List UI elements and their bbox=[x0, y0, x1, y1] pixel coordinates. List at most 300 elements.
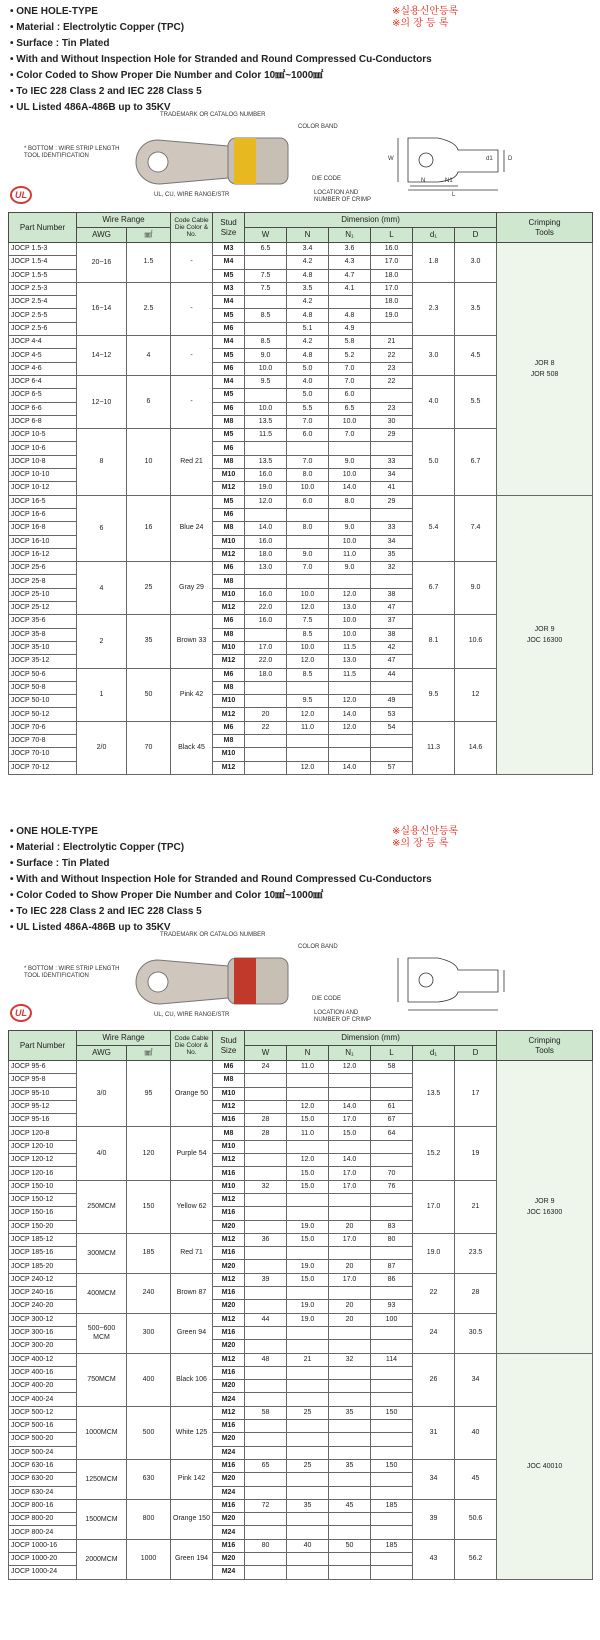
cell-stud: M20 bbox=[213, 1552, 245, 1565]
cell-n: 15.0 bbox=[287, 1114, 329, 1127]
cell-n1: 20 bbox=[329, 1313, 371, 1326]
cell-stud: M8 bbox=[213, 1127, 245, 1140]
cell-stud: M6 bbox=[213, 562, 245, 575]
cell-part-number: JOCP 300-16 bbox=[9, 1326, 77, 1339]
cell-part-number: JOCP 95-6 bbox=[9, 1061, 77, 1074]
cell-w bbox=[245, 442, 287, 455]
cell-stud: M4 bbox=[213, 256, 245, 269]
cell-d1: 19.0 bbox=[413, 1233, 455, 1273]
cell-l: 29 bbox=[371, 429, 413, 442]
cell-w bbox=[245, 761, 287, 774]
cell-part-number: JOCP 240-12 bbox=[9, 1273, 77, 1286]
cell-n1: 17.0 bbox=[329, 1273, 371, 1286]
cell-n bbox=[287, 1366, 329, 1379]
cell-stud: M16 bbox=[213, 1167, 245, 1180]
cell-d: 14.6 bbox=[455, 721, 497, 774]
cell-code: White 125 bbox=[171, 1406, 213, 1459]
cell-part-number: JOCP 50-12 bbox=[9, 708, 77, 721]
cell-n1: 17.0 bbox=[329, 1167, 371, 1180]
cell-l: 21 bbox=[371, 336, 413, 349]
cell-w: 16.0 bbox=[245, 615, 287, 628]
cell-code: Pink 142 bbox=[171, 1459, 213, 1499]
cell-w bbox=[245, 695, 287, 708]
cell-code: Orange 150 bbox=[171, 1499, 213, 1539]
color-band bbox=[234, 958, 256, 1004]
cell-stud: M10 bbox=[213, 588, 245, 601]
cell-w: 16.0 bbox=[245, 588, 287, 601]
cell-w bbox=[245, 1300, 287, 1313]
ul-logo-2: UL bbox=[10, 1004, 32, 1022]
cell-d1: 5.4 bbox=[413, 495, 455, 561]
cell-stud: M5 bbox=[213, 269, 245, 282]
cell-n bbox=[287, 1393, 329, 1406]
col-awg: AWG bbox=[77, 1046, 127, 1061]
cell-part-number: JOCP 16-8 bbox=[9, 522, 77, 535]
cell-n1 bbox=[329, 442, 371, 455]
col-dimension: Dimension (mm) bbox=[245, 1031, 497, 1046]
cell-d: 5.5 bbox=[455, 375, 497, 428]
cell-awg: 500~600 MCM bbox=[77, 1313, 127, 1353]
cell-stud: M24 bbox=[213, 1393, 245, 1406]
cell-awg: 20~16 bbox=[77, 243, 127, 283]
cell-n1: 12.0 bbox=[329, 588, 371, 601]
cell-n bbox=[287, 442, 329, 455]
cell-part-number: JOCP 16-10 bbox=[9, 535, 77, 548]
cell-part-number: JOCP 500-12 bbox=[9, 1406, 77, 1419]
cell-n: 10.0 bbox=[287, 482, 329, 495]
cell-part-number: JOCP 630-24 bbox=[9, 1486, 77, 1499]
cell-n: 19.0 bbox=[287, 1260, 329, 1273]
cell-crimping-tools: JOR 9 JOC 16300 bbox=[497, 495, 593, 774]
cell-n1: 9.0 bbox=[329, 455, 371, 468]
cell-part-number: JOCP 2.5-6 bbox=[9, 322, 77, 335]
cell-n: 6.0 bbox=[287, 429, 329, 442]
cell-w bbox=[245, 1446, 287, 1459]
cell-part-number: JOCP 1.5-3 bbox=[9, 243, 77, 256]
cell-d: 10.6 bbox=[455, 615, 497, 668]
cell-part-number: JOCP 120-12 bbox=[9, 1154, 77, 1167]
cell-n1: 12.0 bbox=[329, 721, 371, 734]
cell-stud: M10 bbox=[213, 641, 245, 654]
cell-n1 bbox=[329, 1420, 371, 1433]
cell-l bbox=[371, 1393, 413, 1406]
cell-w: 28 bbox=[245, 1127, 287, 1140]
cell-part-number: JOCP 16-12 bbox=[9, 548, 77, 561]
cell-part-number: JOCP 185-16 bbox=[9, 1247, 77, 1260]
cell-n: 5.1 bbox=[287, 322, 329, 335]
ul-logo: UL bbox=[10, 186, 32, 204]
cell-n: 10.0 bbox=[287, 641, 329, 654]
cell-stud: M12 bbox=[213, 1273, 245, 1286]
cell-code: - bbox=[171, 375, 213, 428]
cell-n1: 20 bbox=[329, 1220, 371, 1233]
cell-l bbox=[371, 1380, 413, 1393]
cell-part-number: JOCP 25-12 bbox=[9, 602, 77, 615]
dim-w: W bbox=[388, 156, 394, 162]
cell-w: 24 bbox=[245, 1061, 287, 1074]
cell-part-number: JOCP 185-12 bbox=[9, 1233, 77, 1246]
cell-stud: M16 bbox=[213, 1207, 245, 1220]
cell-stud: M20 bbox=[213, 1220, 245, 1233]
cell-stud: M6 bbox=[213, 1061, 245, 1074]
cell-n: 25 bbox=[287, 1459, 329, 1472]
col-l: L bbox=[371, 228, 413, 243]
cell-n1: 17.0 bbox=[329, 1114, 371, 1127]
cell-part-number: JOCP 10-10 bbox=[9, 469, 77, 482]
cell-awg: 1250MCM bbox=[77, 1459, 127, 1499]
cell-d: 34 bbox=[455, 1353, 497, 1406]
cell-l: 185 bbox=[371, 1539, 413, 1552]
cell-code: Red 21 bbox=[171, 429, 213, 495]
spec-table-1-body bbox=[9, 243, 593, 775]
cell-n: 10.0 bbox=[287, 588, 329, 601]
cell-crimping-tools: JOC 40010 bbox=[497, 1353, 593, 1579]
cell-n bbox=[287, 1420, 329, 1433]
cell-l: 185 bbox=[371, 1499, 413, 1512]
label-trademark: TRADEMARK OR CATALOG NUMBER bbox=[160, 112, 266, 118]
cell-stud: M4 bbox=[213, 336, 245, 349]
cell-part-number: JOCP 800-24 bbox=[9, 1526, 77, 1539]
cell-w: 18.0 bbox=[245, 548, 287, 561]
col-code: Code Cable Die Color & No. bbox=[171, 213, 213, 243]
cell-n bbox=[287, 575, 329, 588]
cell-code: - bbox=[171, 336, 213, 376]
cell-n: 7.0 bbox=[287, 415, 329, 428]
cell-n bbox=[287, 1193, 329, 1206]
cell-crimping-tools: JOR 8 JOR 508 bbox=[497, 243, 593, 496]
cell-part-number: JOCP 4-4 bbox=[9, 336, 77, 349]
cell-w: 36 bbox=[245, 1233, 287, 1246]
cell-n1: 14.0 bbox=[329, 708, 371, 721]
cell-d: 4.5 bbox=[455, 336, 497, 376]
cell-n bbox=[287, 681, 329, 694]
cell-stud: M16 bbox=[213, 1287, 245, 1300]
cell-mm2: 6 bbox=[127, 375, 171, 428]
cell-n1: 8.0 bbox=[329, 495, 371, 508]
label-ul-cu: UL, CU, WIRE RANGE/STR bbox=[154, 192, 230, 198]
cell-w: 39 bbox=[245, 1273, 287, 1286]
cell-n1: 12.0 bbox=[329, 695, 371, 708]
cell-l bbox=[371, 1473, 413, 1486]
cell-l bbox=[371, 389, 413, 402]
cell-n1 bbox=[329, 575, 371, 588]
cell-part-number: JOCP 10-12 bbox=[9, 482, 77, 495]
lug-photo bbox=[136, 138, 288, 184]
cell-w: 48 bbox=[245, 1353, 287, 1366]
cell-w bbox=[245, 681, 287, 694]
cell-part-number: JOCP 150-16 bbox=[9, 1207, 77, 1220]
cell-stud: M20 bbox=[213, 1340, 245, 1353]
cell-part-number: JOCP 50-10 bbox=[9, 695, 77, 708]
cell-n1: 14.0 bbox=[329, 482, 371, 495]
table-row bbox=[9, 495, 593, 508]
cell-d: 30.5 bbox=[455, 1313, 497, 1353]
cell-part-number: JOCP 35-10 bbox=[9, 641, 77, 654]
cell-n1: 4.8 bbox=[329, 309, 371, 322]
cell-w: 65 bbox=[245, 1459, 287, 1472]
cell-stud: M20 bbox=[213, 1473, 245, 1486]
lug-photo bbox=[136, 958, 288, 1004]
cell-part-number: JOCP 150-12 bbox=[9, 1193, 77, 1206]
cell-n1 bbox=[329, 1433, 371, 1446]
bullet-material: • Material : Electrolytic Copper (TPC) bbox=[10, 840, 432, 856]
cell-n: 8.5 bbox=[287, 628, 329, 641]
cell-l: 17.0 bbox=[371, 256, 413, 269]
cell-w bbox=[245, 1340, 287, 1353]
cell-d1: 9.5 bbox=[413, 668, 455, 721]
cell-n: 4.8 bbox=[287, 309, 329, 322]
col-awg: AWG bbox=[77, 228, 127, 243]
cell-l: 22 bbox=[371, 375, 413, 388]
cell-part-number: JOCP 1000-16 bbox=[9, 1539, 77, 1552]
cell-d: 9.0 bbox=[455, 562, 497, 615]
cell-part-number: JOCP 70-6 bbox=[9, 721, 77, 734]
cell-stud: M20 bbox=[213, 1260, 245, 1273]
cell-stud: M12 bbox=[213, 1406, 245, 1419]
cell-mm2: 1.5 bbox=[127, 243, 171, 283]
cell-stud: M24 bbox=[213, 1486, 245, 1499]
cell-mm2: 500 bbox=[127, 1406, 171, 1459]
cell-n: 8.5 bbox=[287, 668, 329, 681]
cell-l bbox=[371, 508, 413, 521]
cell-stud: M16 bbox=[213, 1326, 245, 1339]
label-color-band: COLOR BAND bbox=[298, 124, 338, 130]
cell-n1: 15.0 bbox=[329, 1127, 371, 1140]
cell-n1: 17.0 bbox=[329, 1233, 371, 1246]
cell-d: 50.6 bbox=[455, 1499, 497, 1539]
cell-part-number: JOCP 240-16 bbox=[9, 1287, 77, 1300]
cell-awg: 750MCM bbox=[77, 1353, 127, 1406]
cell-w: 8.5 bbox=[245, 336, 287, 349]
lug-illustration-2 bbox=[8, 930, 592, 1042]
cell-l bbox=[371, 1193, 413, 1206]
cell-d1: 2.3 bbox=[413, 282, 455, 335]
col-d: D bbox=[455, 228, 497, 243]
cell-w: 16.0 bbox=[245, 469, 287, 482]
col-mm2: ㎟ bbox=[127, 228, 171, 243]
dim-d: D bbox=[508, 156, 513, 162]
cell-code: Orange 50 bbox=[171, 1061, 213, 1127]
cell-n bbox=[287, 1340, 329, 1353]
cell-l: 34 bbox=[371, 535, 413, 548]
col-dimension: Dimension (mm) bbox=[245, 213, 497, 228]
cell-part-number: JOCP 2.5-5 bbox=[9, 309, 77, 322]
cell-stud: M12 bbox=[213, 1100, 245, 1113]
cell-code: Brown 87 bbox=[171, 1273, 213, 1313]
cell-mm2: 50 bbox=[127, 668, 171, 721]
cell-n1: 9.0 bbox=[329, 562, 371, 575]
cell-n1 bbox=[329, 1340, 371, 1353]
cell-n bbox=[287, 1326, 329, 1339]
cell-n1: 10.0 bbox=[329, 628, 371, 641]
cell-l: 64 bbox=[371, 1127, 413, 1140]
cell-stud: M5 bbox=[213, 429, 245, 442]
cell-n1: 7.0 bbox=[329, 375, 371, 388]
cell-w bbox=[245, 734, 287, 747]
col-wire-range: Wire Range bbox=[77, 1031, 171, 1046]
cell-stud: M6 bbox=[213, 668, 245, 681]
korean-design: ※의 장 등 록 bbox=[392, 838, 449, 849]
cell-n1 bbox=[329, 1326, 371, 1339]
cell-awg: 8 bbox=[77, 429, 127, 495]
cell-part-number: JOCP 400-20 bbox=[9, 1380, 77, 1393]
cell-part-number: JOCP 10-5 bbox=[9, 429, 77, 442]
bullet-material: • Material : Electrolytic Copper (TPC) bbox=[10, 20, 432, 36]
cell-n1 bbox=[329, 1380, 371, 1393]
cell-n1 bbox=[329, 1446, 371, 1459]
cell-l bbox=[371, 1486, 413, 1499]
cell-code: Gray 29 bbox=[171, 562, 213, 615]
cell-w: 22.0 bbox=[245, 602, 287, 615]
cell-l bbox=[371, 1433, 413, 1446]
cell-w bbox=[245, 1087, 287, 1100]
cell-l: 150 bbox=[371, 1406, 413, 1419]
cell-n: 4.0 bbox=[287, 375, 329, 388]
korean-design: ※의 장 등 록 bbox=[392, 18, 449, 29]
cell-part-number: JOCP 120-10 bbox=[9, 1140, 77, 1153]
cell-l bbox=[371, 1513, 413, 1526]
cell-w: 22.0 bbox=[245, 655, 287, 668]
cell-stud: M6 bbox=[213, 721, 245, 734]
col-stud: Stud Size bbox=[213, 213, 245, 243]
cell-stud: M16 bbox=[213, 1114, 245, 1127]
cell-l bbox=[371, 1366, 413, 1379]
cell-w: 17.0 bbox=[245, 641, 287, 654]
cell-l: 76 bbox=[371, 1180, 413, 1193]
cell-l: 67 bbox=[371, 1114, 413, 1127]
cell-stud: M24 bbox=[213, 1446, 245, 1459]
cell-l: 47 bbox=[371, 602, 413, 615]
bullet-inspection: • With and Without Inspection Hole for Stranded and Round Compressed Cu-Conductors bbox=[10, 872, 432, 888]
cell-mm2: 185 bbox=[127, 1233, 171, 1273]
cell-code: Purple 54 bbox=[171, 1127, 213, 1180]
cell-n1 bbox=[329, 681, 371, 694]
cell-n1 bbox=[329, 1287, 371, 1300]
cell-w: 9.0 bbox=[245, 349, 287, 362]
cell-stud: M5 bbox=[213, 349, 245, 362]
cell-stud: M12 bbox=[213, 655, 245, 668]
cell-n bbox=[287, 1446, 329, 1459]
lug-illustration bbox=[8, 110, 592, 222]
cell-stud: M5 bbox=[213, 309, 245, 322]
cell-awg: 1 bbox=[77, 668, 127, 721]
cell-part-number: JOCP 4-6 bbox=[9, 362, 77, 375]
cell-part-number: JOCP 35-6 bbox=[9, 615, 77, 628]
cell-n1: 10.0 bbox=[329, 469, 371, 482]
cell-n: 12.0 bbox=[287, 1154, 329, 1167]
cell-l bbox=[371, 1552, 413, 1565]
cell-d: 3.5 bbox=[455, 282, 497, 335]
cell-part-number: JOCP 50-8 bbox=[9, 681, 77, 694]
cell-l: 100 bbox=[371, 1313, 413, 1326]
cell-n bbox=[287, 508, 329, 521]
cell-part-number: JOCP 35-8 bbox=[9, 628, 77, 641]
cell-n: 19.0 bbox=[287, 1300, 329, 1313]
cell-w bbox=[245, 1154, 287, 1167]
cell-n bbox=[287, 1087, 329, 1100]
cell-w: 13.5 bbox=[245, 455, 287, 468]
cell-n bbox=[287, 734, 329, 747]
cell-stud: M16 bbox=[213, 1499, 245, 1512]
cell-n: 11.0 bbox=[287, 721, 329, 734]
cell-stud: M20 bbox=[213, 1513, 245, 1526]
cell-w bbox=[245, 1100, 287, 1113]
cell-d1: 26 bbox=[413, 1353, 455, 1406]
cell-l: 34 bbox=[371, 469, 413, 482]
cell-n1: 17.0 bbox=[329, 1180, 371, 1193]
cell-n bbox=[287, 1473, 329, 1486]
cell-stud: M10 bbox=[213, 748, 245, 761]
cell-l: 58 bbox=[371, 1061, 413, 1074]
cell-n: 25 bbox=[287, 1406, 329, 1419]
table-row bbox=[9, 1353, 593, 1366]
cell-n bbox=[287, 1380, 329, 1393]
cell-d1: 43 bbox=[413, 1539, 455, 1579]
cell-n1 bbox=[329, 1193, 371, 1206]
cell-n: 15.0 bbox=[287, 1233, 329, 1246]
cell-d1: 22 bbox=[413, 1273, 455, 1313]
cell-stud: M3 bbox=[213, 243, 245, 256]
cell-l: 18.0 bbox=[371, 296, 413, 309]
label-trademark: TRADEMARK OR CATALOG NUMBER bbox=[160, 932, 266, 938]
cell-w: 10.0 bbox=[245, 362, 287, 375]
cell-part-number: JOCP 150-20 bbox=[9, 1220, 77, 1233]
cell-n1: 35 bbox=[329, 1459, 371, 1472]
col-d1: d₁ bbox=[413, 1046, 455, 1061]
cell-n1 bbox=[329, 296, 371, 309]
cell-awg: 16~14 bbox=[77, 282, 127, 335]
cell-n: 35 bbox=[287, 1499, 329, 1512]
cell-w bbox=[245, 1526, 287, 1539]
bullet-type: • ONE HOLE-TYPE bbox=[10, 4, 432, 20]
cell-n1: 6.5 bbox=[329, 402, 371, 415]
cell-l: 61 bbox=[371, 1100, 413, 1113]
cell-l bbox=[371, 575, 413, 588]
cell-n1 bbox=[329, 1566, 371, 1579]
cell-n1 bbox=[329, 1473, 371, 1486]
cell-stud: M6 bbox=[213, 615, 245, 628]
cell-stud: M12 bbox=[213, 1193, 245, 1206]
cell-d1: 3.0 bbox=[413, 336, 455, 376]
cell-n1 bbox=[329, 508, 371, 521]
cell-part-number: JOCP 25-8 bbox=[9, 575, 77, 588]
cell-n1 bbox=[329, 1513, 371, 1526]
cell-d1: 1.8 bbox=[413, 243, 455, 283]
cell-n1: 14.0 bbox=[329, 761, 371, 774]
cell-n: 8.0 bbox=[287, 469, 329, 482]
cell-n: 7.0 bbox=[287, 562, 329, 575]
cell-stud: M12 bbox=[213, 1313, 245, 1326]
cell-n: 12.0 bbox=[287, 1100, 329, 1113]
cell-n: 4.2 bbox=[287, 256, 329, 269]
cell-n1 bbox=[329, 748, 371, 761]
cell-l: 23 bbox=[371, 402, 413, 415]
cell-w: 20 bbox=[245, 708, 287, 721]
cell-l: 150 bbox=[371, 1459, 413, 1472]
cell-stud: M6 bbox=[213, 508, 245, 521]
cell-part-number: JOCP 95-16 bbox=[9, 1114, 77, 1127]
cell-l: 17.0 bbox=[371, 282, 413, 295]
cell-w: 7.5 bbox=[245, 282, 287, 295]
cell-l: 38 bbox=[371, 588, 413, 601]
cell-awg: 1000MCM bbox=[77, 1406, 127, 1459]
cell-n bbox=[287, 1140, 329, 1153]
cell-n1: 12.0 bbox=[329, 1061, 371, 1074]
cell-d1: 39 bbox=[413, 1499, 455, 1539]
cell-part-number: JOCP 1000-24 bbox=[9, 1566, 77, 1579]
cell-l bbox=[371, 1326, 413, 1339]
cell-n1 bbox=[329, 734, 371, 747]
